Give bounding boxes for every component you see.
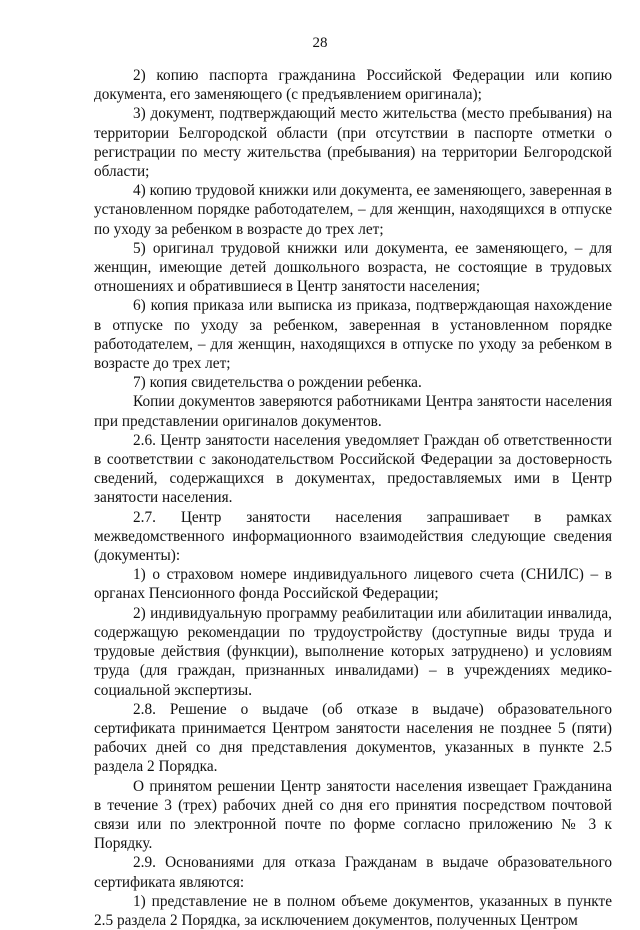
paragraph-workbook-copy: 4) копию трудовой книжки или документа, ее заменяющего, заверенная в установленном порядке работодателем, – для женщин, находящихся в отпуске по уходу за ребенком в возрасте до трех лет; — [94, 182, 612, 238]
document-body — [94, 66, 612, 930]
paragraph-birth-certificate: 7) копия свидетельства о рождении ребенка. — [133, 374, 422, 392]
paragraph-passport: 2) копию паспорта гражданина Российской Федерации или копию документа, его заменяющего (с предъявлением оригинала); — [94, 67, 612, 104]
paragraph-snils: 1) о страховом номере индивидуального лицевого счета (СНИЛС) – в органах Пенсионного фонда Российской Федерации; — [94, 566, 612, 603]
paragraph-decision-notice: О принятом решении Центр занятости населения извещает Гражданина в течение 3 (трех) рабочих дней со дня его принятия посредством почтовой связи или по электронной почте по форме согласно приложению № 3 к Порядку. — [94, 777, 612, 853]
paragraph-2-8: 2.8. Решение о выдаче (об отказе в выдаче) образовательного сертификата принимается Центром занятости населения не позднее 5 (пяти) рабочих дней со дня представления документов, указанных в пункте 2.5 раздела 2 Порядка. — [94, 700, 612, 776]
paragraph-2-9: 2.9. Основаниями для отказа Гражданам в выдаче образовательного сертификата являются: — [94, 854, 612, 891]
paragraph-2-7: 2.7. Центр занятости населения запрашивает в рамках межведомственного информационного взаимодействия следующие сведения (документы): — [94, 508, 612, 565]
paragraph-2-6: 2.6. Центр занятости населения уведомляет Граждан об ответственности в соответствии с законодательством Российской Федерации за достоверность сведений, содержащихся в документах, предоставляемых ими в Центр занятости населения. — [94, 431, 612, 507]
paragraph-copies-certified: Копии документов заверяются работниками Центра занятости населения при представлении оригиналов документов. — [94, 393, 612, 430]
paragraph-rehabilitation-program: 2) индивидуальную программу реабилитации или абилитации инвалида, содержащую рекомендации по трудоустройству (доступные виды труда и трудовые действия (функции), выполнение которых затруднено) и условиям труда (для граждан, признанных инвалидами) – в учреждениях медико-социальной экспертизы. — [94, 604, 612, 699]
paragraph-order-copy: 6) копия приказа или выписка из приказа, подтверждающая нахождение в отпуске по уходу за ребенком, заверенная в установленном порядке работодателем, – для женщин, находящихся в отпуске по уходу за ребенком в возрасте до трех лет; — [94, 297, 612, 373]
paragraph-residence: 3) документ, подтверждающий место жительства (место пребывания) на территории Белгородской области (при отсутствии в паспорте отметки о регистрации по месту жительства (пребывания) на территории Белгородской области; — [94, 105, 612, 181]
paragraph-workbook-original: 5) оригинал трудовой книжки или документа, ее заменяющего, – для женщин, имеющие детей дошкольного возраста, не состоящие в трудовых отношениях и обратившиеся в Центр занятости населения; — [94, 239, 612, 296]
page-number: 28 — [312, 35, 328, 51]
paragraph-refusal-reason-1: 1) представление не в полном объеме документов, указанных в пункте 2.5 раздела 2 Порядка, за исключением документов, полученных Центром — [94, 892, 612, 929]
